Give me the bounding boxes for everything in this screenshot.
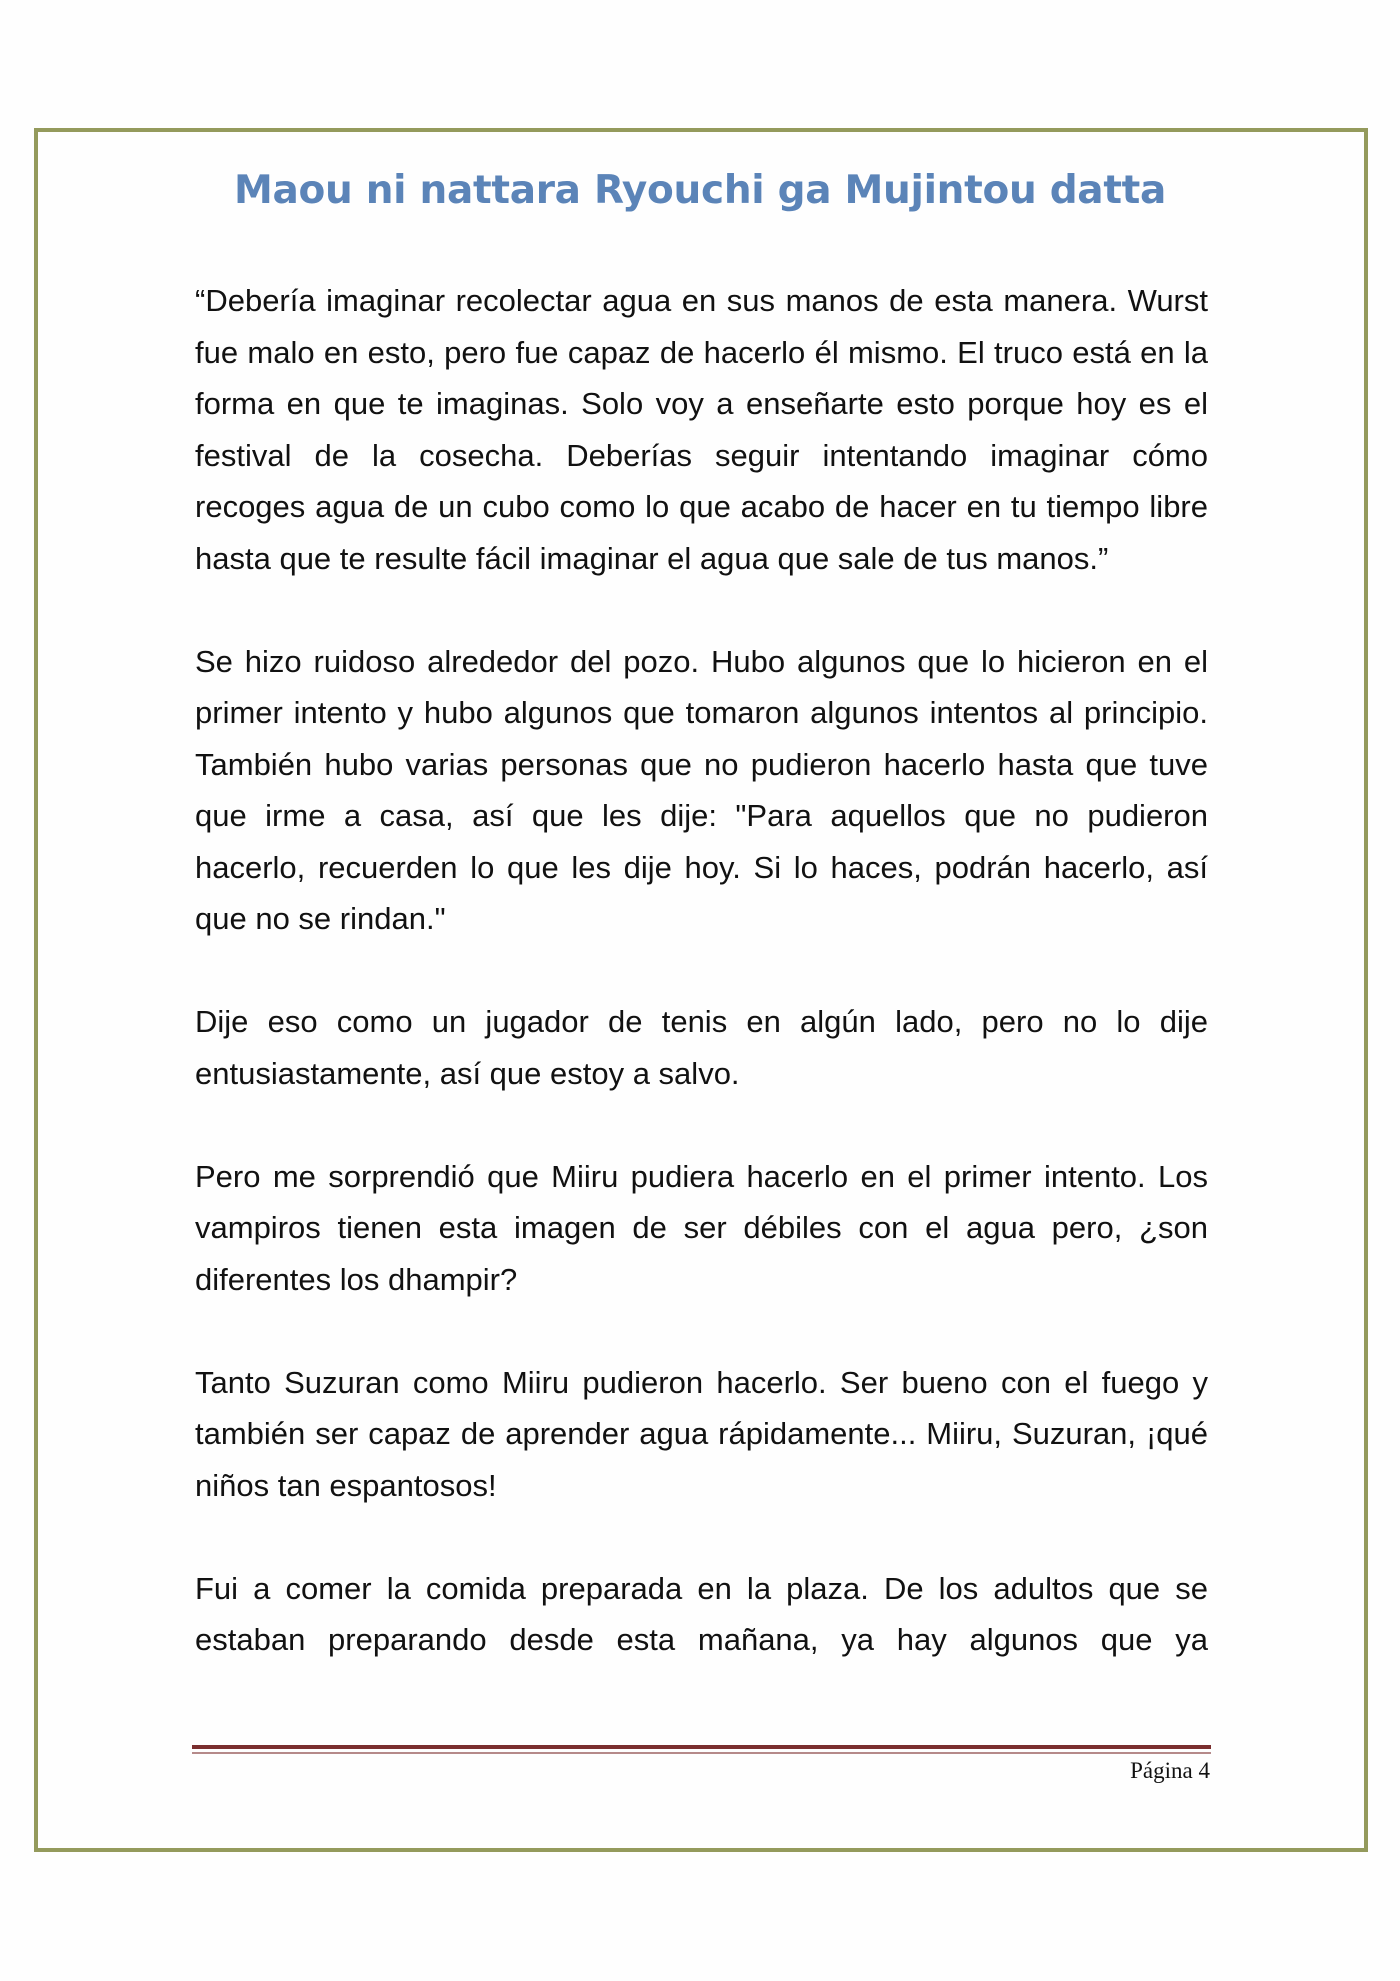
- footer-divider: [192, 1745, 1211, 1749]
- paragraph: Pero me sorprendió que Miiru pudiera hacerlo en el primer intento. Los vampiros tienen esta imagen de ser débiles con el agua pero, ¿son diferentes los dhampir?: [195, 1158, 1208, 1297]
- document-title: Maou ni nattara Ryouchi ga Mujintou datta: [233, 168, 1167, 213]
- paragraph: Dije eso como un jugador de tenis en algún lado, pero no lo dije entusiastamente, así que estoy a salvo.: [195, 1004, 1208, 1091]
- page-number: Página 4: [1130, 1758, 1210, 1783]
- paragraph: Tanto Suzuran como Miiru pudieron hacerlo. Ser bueno con el fuego y también ser capaz de aprender agua rápidamente... Miiru, Suzuran, ¡qué niños tan espantosos!: [195, 1364, 1208, 1503]
- paragraph: “Debería imaginar recolectar agua en sus manos de esta manera. Wurst fue malo en esto, pero fue capaz de hacerlo él mismo. El truco está en la forma en que te imaginas. Solo voy a enseñarte esto porque hoy es el festival de la cosecha. Deberías seguir intentando imaginar cómo recoges agua de un cubo como lo que acabo de hacer en tu tiempo libre hasta que te resulte fácil imaginar el agua que sale de tus manos.”: [195, 283, 1208, 576]
- paragraph: Fui a comer la comida preparada en la plaza. De los adultos que se estaban preparando desde esta mañana, ya hay algunos que ya: [195, 1570, 1208, 1657]
- document-body: [195, 275, 1208, 1666]
- paragraph: Se hizo ruidoso alrededor del pozo. Hubo algunos que lo hicieron en el primer intento y hubo algunos que tomaron algunos intentos al principio. También hubo varias personas que no pudieron hacerlo hasta que tuve que irme a casa, así que les dije: "Para aquellos que no pudieron hacerlo, recuerden lo que les dije hoy. Si lo haces, podrán hacerlo, así que no se rindan.": [195, 643, 1208, 936]
